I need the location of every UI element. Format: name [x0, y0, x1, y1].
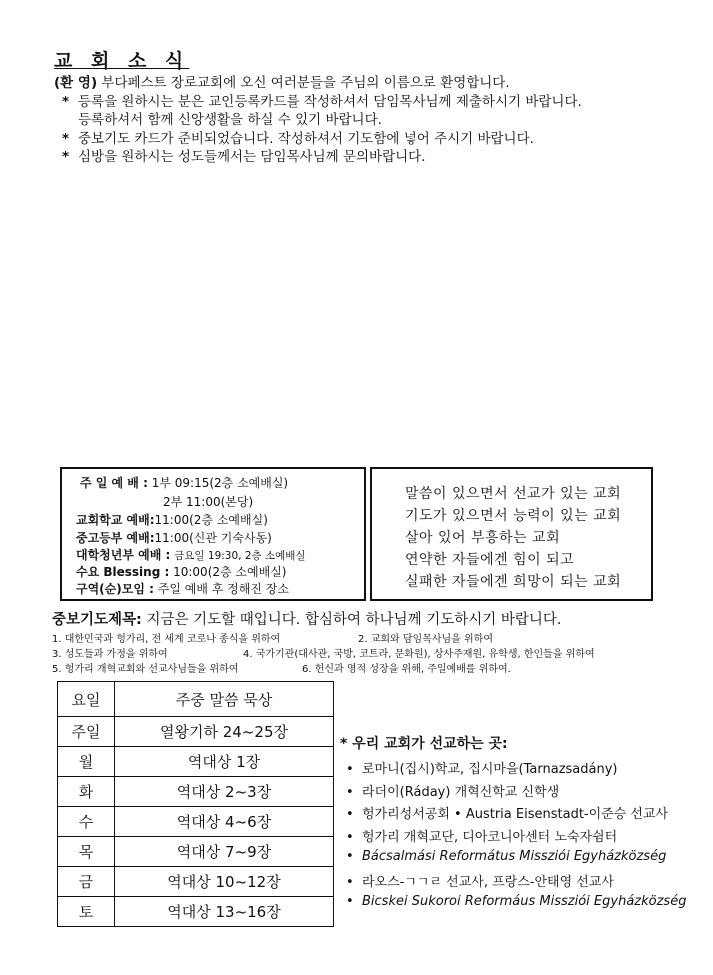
notice-text: 중보기도 카드가 준비되었습니다. 작성하셔서 기도함에 넣어 주시기 바랍니다. [78, 131, 534, 147]
mission-text: Bácsalmási Református Missziói Egyházközség [362, 849, 667, 864]
motto-line: 연약한 자들에겐 힘이 되고 [405, 552, 575, 568]
prayer-heading [52, 608, 562, 629]
bullet-icon: • [346, 762, 354, 777]
reading-cell: 역대상 2~3장 [115, 777, 334, 807]
prayer-item: 6. 헌신과 영적 성장을 위해, 주일예배를 위하여. [302, 664, 511, 675]
day-cell: 금 [58, 867, 115, 897]
table-header-row [58, 682, 334, 717]
header-reading: 주중 말씀 묵상 [115, 682, 334, 717]
reading-cell: 역대상 13~16장 [115, 897, 334, 927]
bullet-icon: • [346, 807, 354, 822]
table-row [58, 807, 334, 837]
missions-title: * 우리 교회가 선교하는 곳: [340, 736, 508, 752]
bullet-icon: • [346, 849, 354, 864]
youth-value: 11:00(신관 기숙사동) [154, 531, 272, 545]
day-cell: 토 [58, 897, 115, 927]
motto-line: 말씀이 있으면서 선교가 있는 교회 [405, 486, 622, 502]
table-row [58, 867, 334, 897]
notice-item [62, 130, 534, 149]
bullet-icon: • [346, 830, 354, 845]
youth-line [76, 529, 272, 546]
reading-cell: 역대상 10~12장 [115, 867, 334, 897]
prayer-label: 중보기도제목: [52, 612, 142, 628]
notice-text: 등록하셔서 함께 신앙생활을 하실 수 있기 바랍니다. [78, 112, 382, 128]
day-cell: 수 [58, 807, 115, 837]
college-value: 금요일 19:30, 2층 소예배실 [174, 550, 306, 562]
worship-2-line [163, 493, 253, 510]
bible-reading-table [57, 681, 334, 927]
bullet-icon: • [346, 875, 354, 890]
reading-cell: 열왕기하 24~25장 [115, 717, 334, 747]
mission-text: 라오스-ㄱㄱㄹ 선교사, 프랑스-안태영 선교사 [362, 875, 614, 890]
worship-label: 주 일 예 배 : [80, 476, 148, 490]
reading-cell: 역대상 1장 [115, 747, 334, 777]
header-day: 요일 [58, 682, 115, 717]
notice-bullet: * [62, 94, 70, 110]
mission-text: Bicskei Sukoroi Reformáus Missziói Egyházközség [362, 894, 687, 909]
motto-line: 기도가 있으면서 능력이 있는 교회 [405, 508, 622, 524]
prayer-item: 2. 교회와 담임목사님을 위하여 [358, 634, 493, 645]
mission-item [346, 758, 617, 777]
mission-item [346, 781, 559, 800]
sunday-worship-line [80, 474, 288, 491]
mission-text: 헝가리성서공회 • Austria Eisenstadt-이준승 선교사 [362, 807, 669, 822]
mission-item [346, 849, 666, 864]
worship-2: 2부 11:00(본당) [163, 495, 254, 509]
blessing-value: 10:00(2층 소예배실) [173, 565, 287, 579]
college-line [76, 546, 306, 563]
cell-value: 주일 예배 후 정해진 장소 [157, 582, 289, 596]
welcome-line [54, 74, 510, 93]
welcome-label: (환 영) [54, 75, 98, 91]
mission-item [346, 871, 614, 890]
reading-cell: 역대상 7~9장 [115, 837, 334, 867]
motto-line: 실패한 자들에겐 희망이 되는 교회 [405, 574, 622, 590]
day-cell: 월 [58, 747, 115, 777]
day-cell: 화 [58, 777, 115, 807]
mission-text: 로마니(집시)학교, 집시마을(Tarnazsadány) [362, 762, 618, 777]
notice-bullet: * [62, 149, 70, 165]
mission-text: 헝가리 개혁교단, 디아코니아센터 노숙자쉼터 [362, 830, 618, 845]
table-row [58, 837, 334, 867]
mission-text: 라더이(Ráday) 개혁신학교 신학생 [362, 785, 560, 800]
prayer-item: 3. 성도들과 가정을 위하여 [52, 649, 168, 660]
bullet-icon: • [346, 785, 354, 800]
blessing-label: 수요 Blessing : [76, 565, 170, 579]
cell-line [76, 580, 289, 597]
school-label: 교회학교 예배: [76, 513, 155, 527]
bullet-icon: • [346, 894, 354, 909]
worship-1: 1부 09:15(2층 소예배실) [151, 476, 289, 490]
notice-text: 등록을 원하시는 분은 교인등록카드를 작성하셔서 담임목사님께 제출하시기 바랍니다. [78, 94, 582, 110]
notice-text: 심방을 원하시는 성도들께서는 담임목사님께 문의바랍니다. [78, 149, 426, 165]
prayer-item: 5. 헝가리 개혁교회와 선교사님들을 위하여 [52, 664, 239, 675]
table-row [58, 747, 334, 777]
reading-cell: 역대상 4~6장 [115, 807, 334, 837]
school-value: 11:00(2층 소예배실) [154, 513, 268, 527]
mission-item [346, 803, 668, 822]
day-cell: 주일 [58, 717, 115, 747]
section-title: 교 회 소 식 [54, 50, 190, 72]
welcome-text: 부다페스트 장로교회에 오신 여러분들을 주님의 이름으로 환영합니다. [97, 75, 510, 91]
cell-label: 구역(순)모임 : [76, 582, 154, 596]
blessing-line [76, 563, 286, 580]
mission-item [346, 826, 617, 845]
notice-item [62, 111, 382, 130]
table-row [58, 897, 334, 927]
table-row [58, 777, 334, 807]
day-cell: 목 [58, 837, 115, 867]
college-label: 대학청년부 예배 : [76, 548, 171, 562]
prayer-text: 지금은 기도할 때입니다. 합심하여 하나님께 기도하시기 바랍니다. [141, 612, 562, 628]
table-row [58, 717, 334, 747]
youth-label: 중고등부 예배: [76, 531, 155, 545]
notice-bullet: * [62, 131, 70, 147]
mission-item [346, 894, 686, 909]
notice-item [62, 93, 582, 112]
prayer-item: 4. 국가기관(대사관, 국방, 코트라, 문화원), 상사주재원, 유학생, 한인들을 위하여 [243, 649, 595, 660]
school-line [76, 511, 268, 528]
motto-line: 살아 있어 부흥하는 교회 [405, 530, 561, 546]
notice-item [62, 148, 425, 167]
prayer-item: 1. 대한민국과 헝가리, 전 세계 코로나 종식을 위하여 [52, 634, 281, 645]
